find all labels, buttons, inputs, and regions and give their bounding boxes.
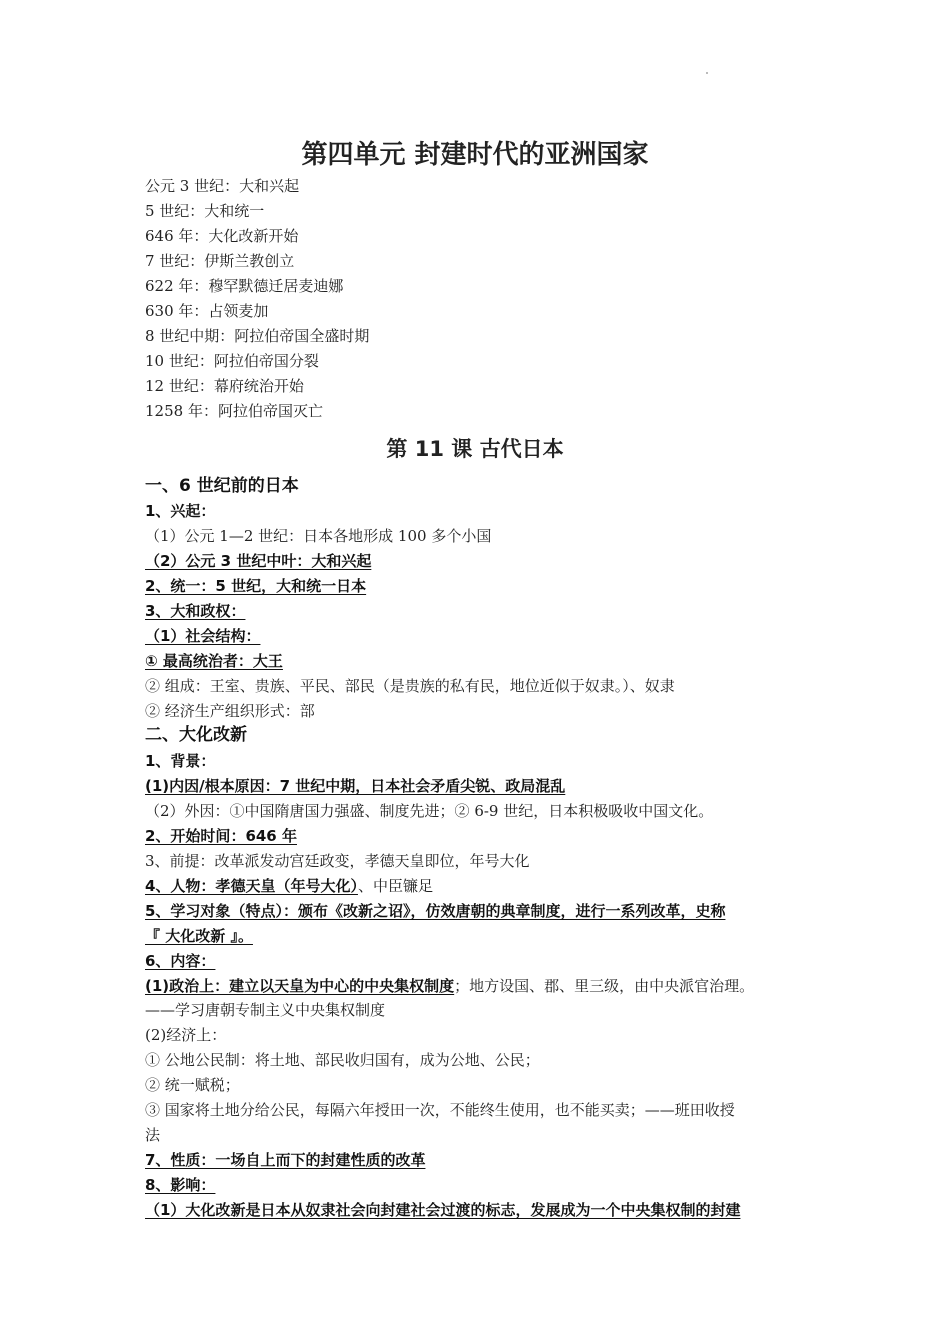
rise-heading: 1、兴起：: [145, 502, 216, 520]
lesson-title: 第 11 课 古代日本: [386, 437, 564, 461]
internal-cause: (1)内因/根本原因：7 世纪中期，日本社会矛盾尖锐、政局混乱: [145, 777, 566, 795]
timeline-item: 10 世纪：阿拉伯帝国分裂: [145, 352, 319, 370]
section-heading: 二、大化改新: [145, 725, 247, 745]
start-time: 2、开始时间：646 年: [145, 827, 297, 845]
external-cause: （2）外因：①中国隋唐国力强盛、制度先进；② 6-9 世纪，日本积极吸收中国文化。: [145, 802, 714, 820]
political-bold: (1)政治上：建立以天皇为中心的中央集权制度: [145, 977, 455, 995]
economic-point: ① 公地公民制：将土地、部民收归国有，成为公地、公民；: [145, 1051, 540, 1069]
ruler-point: ① 最高统治者：大王: [145, 652, 283, 670]
political-point: [145, 976, 825, 996]
structure-heading: [145, 626, 825, 646]
people-point: [145, 876, 825, 896]
timeline-item: 5 世纪：大和统一: [145, 202, 265, 220]
rise-point: （1）公元 1—2 世纪：日本各地形成 100 多个小国: [145, 527, 492, 545]
economic-heading: (2)经济上：: [145, 1026, 227, 1044]
premise-point: 3、前提：改革派发动宫廷政变，孝德天皇即位，年号大化: [145, 852, 530, 870]
timeline-item: 8 世纪中期：阿拉伯帝国全盛时期: [145, 327, 370, 345]
impact-point: （1）大化改新是日本从奴隶社会向封建社会过渡的标志，发展成为一个中央集权制的封建: [145, 1201, 741, 1219]
timeline-item: 622 年：穆罕默德迁居麦迪娜: [145, 277, 344, 295]
people-rest: 、中臣镰足: [357, 877, 433, 895]
people-bold: 4、人物：孝德天皇（年号大化）: [145, 877, 358, 895]
background-heading: 1、背景：: [145, 752, 216, 770]
content-heading: 6、内容：: [145, 952, 216, 970]
learning-object: 5、学习对象（特点）：颁布《改新之诏》，仿效唐朝的典章制度，进行一系列改革，史称: [145, 902, 726, 920]
impact-heading: 8、影响：: [145, 1176, 216, 1194]
economic-point: ② 统一赋税；: [145, 1076, 240, 1094]
political-note: ——学习唐朝专制主义中央集权制度: [145, 1001, 386, 1019]
page-speck: [706, 72, 708, 74]
nature-point: 7、性质：一场自上而下的封建性质的改革: [145, 1151, 426, 1169]
regime-heading: [145, 601, 825, 621]
timeline-item: 1258 年：阿拉伯帝国灭亡: [145, 402, 323, 420]
section-heading: 一、6 世纪前的日本: [145, 476, 299, 496]
structure-heading-text: （1）社会结构：: [145, 627, 261, 645]
unify-point: 2、统一：5 世纪，大和统一日本: [145, 577, 367, 595]
timeline-item: 公元 3 世纪：大和兴起: [145, 177, 300, 195]
timeline-item: 12 世纪：幕府统治开始: [145, 377, 304, 395]
economic-point-cont: 法: [145, 1126, 161, 1144]
timeline-item: 7 世纪：伊斯兰教创立: [145, 252, 295, 270]
timeline-item: 646 年：大化改新开始: [145, 227, 299, 245]
political-rest: ；地方设国、郡、里三级，由中央派官治理。: [454, 977, 755, 995]
rise-key-point: （2）公元 3 世纪中叶：大和兴起: [145, 552, 372, 570]
timeline-item: 630 年：占领麦加: [145, 302, 269, 320]
regime-heading-text: 3、大和政权：: [145, 602, 246, 620]
unit-title: 第四单元 封建时代的亚洲国家: [301, 140, 649, 170]
organization-point: ② 经济生产组织形式：部: [145, 702, 315, 720]
learning-object-cont: 『 大化改新 』。: [145, 927, 253, 945]
composition-point: ② 组成：王室、贵族、平民、部民（是贵族的私有民，地位近似于奴隶。）、奴隶: [145, 677, 675, 695]
economic-point: ③ 国家将土地分给公民，每隔六年授田一次，不能终生使用，也不能买卖；——班田收授: [145, 1101, 735, 1119]
